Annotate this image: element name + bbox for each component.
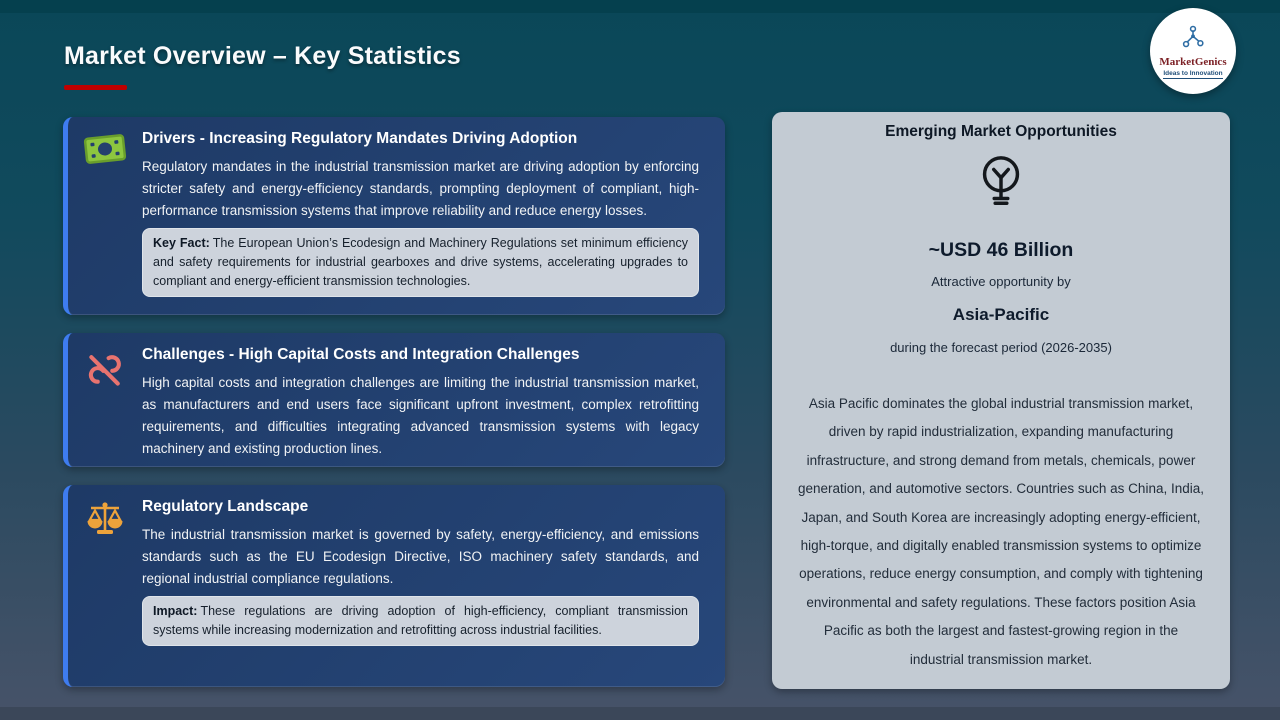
drivers-card [63, 117, 725, 315]
lightbulb-icon [796, 154, 1206, 212]
broken-link-icon [68, 345, 142, 455]
emerging-opportunities-panel [772, 112, 1230, 689]
impact-label: Impact: [153, 604, 198, 618]
panel-title: Emerging Market Opportunities [885, 123, 1117, 140]
card-text: Regulatory mandates in the industrial transmission market are driving adoption by enforcing stricter safety and energy-efficiency standards, prompting deployment of compliant, high-performance transmission systems that improve reliability and reduce energy losses. [142, 159, 699, 218]
marketgenics-logo [1150, 8, 1236, 94]
card-title: Challenges - High Capital Costs and Integration Challenges [142, 346, 580, 363]
impact-box [142, 596, 699, 646]
opportunity-period: during the forecast period (2026-2035) [890, 340, 1112, 355]
key-fact-text: The European Union’s Ecodesign and Machinery Regulations set minimum efficiency and safety requirements for industrial gearboxes and drive systems, accelerating upgrades to compliant and energy-efficient transmission technologies. [153, 236, 688, 288]
molecule-icon [1180, 25, 1206, 56]
key-statistics-cards [63, 117, 725, 687]
regulatory-card [63, 485, 725, 687]
card-content [142, 497, 725, 675]
logo-tagline: Ideas to Innovation [1163, 69, 1223, 77]
money-icon [68, 129, 142, 303]
top-border-strip [0, 0, 1280, 13]
opportunity-description: Asia Pacific dominates the global industrial transmission market, driven by rapid industrialization, expanding manufacturing infrastructure, and strong demand from metals, chemicals, power generation, and automotive sectors. Countries such as China, India, Japan, and South Korea are increasingly adopting energy-efficient, high-torque, and digitally enabled transmission systems to optimize operations, reduce energy consumption, and comply with tightening environmental and safety regulations. These factors position Asia Pacific as both the largest and fastest-growing region in the industrial transmission market. [798, 396, 1204, 667]
opportunity-value: ~USD 46 Billion [928, 239, 1074, 261]
scales-icon [68, 497, 142, 675]
logo-name: MarketGenics [1159, 56, 1227, 69]
challenges-card [63, 333, 725, 467]
card-text: The industrial transmission market is governed by safety, energy-efficiency, and emissions standards such as the EU Ecodesign Directive, ISO machinery safety standards, and regional industrial compliance regulations. [142, 527, 699, 586]
opportunity-region: Asia-Pacific [952, 305, 1050, 324]
key-fact-label: Key Fact: [153, 236, 210, 250]
card-title: Regulatory Landscape [142, 498, 309, 515]
page-title: Market Overview – Key Statistics [64, 42, 461, 70]
card-text: High capital costs and integration challenges are limiting the industrial transmission market, as manufacturers and end users face significant upfront investment, complex retrofitting requirements, and difficulties integrating advanced transmission systems with legacy machinery and existing production lines. [142, 375, 699, 456]
key-fact-box [142, 228, 699, 297]
card-content [142, 129, 725, 303]
bottom-border-strip [0, 707, 1280, 720]
title-underline [64, 85, 127, 90]
impact-text: These regulations are driving adoption of high-efficiency, compliant transmission systems while increasing modernization and retrofitting across industrial facilities. [153, 604, 688, 637]
card-title: Drivers - Increasing Regulatory Mandates Driving Adoption [142, 130, 578, 147]
card-content [142, 345, 725, 455]
opportunity-subtitle: Attractive opportunity by [931, 274, 1071, 289]
